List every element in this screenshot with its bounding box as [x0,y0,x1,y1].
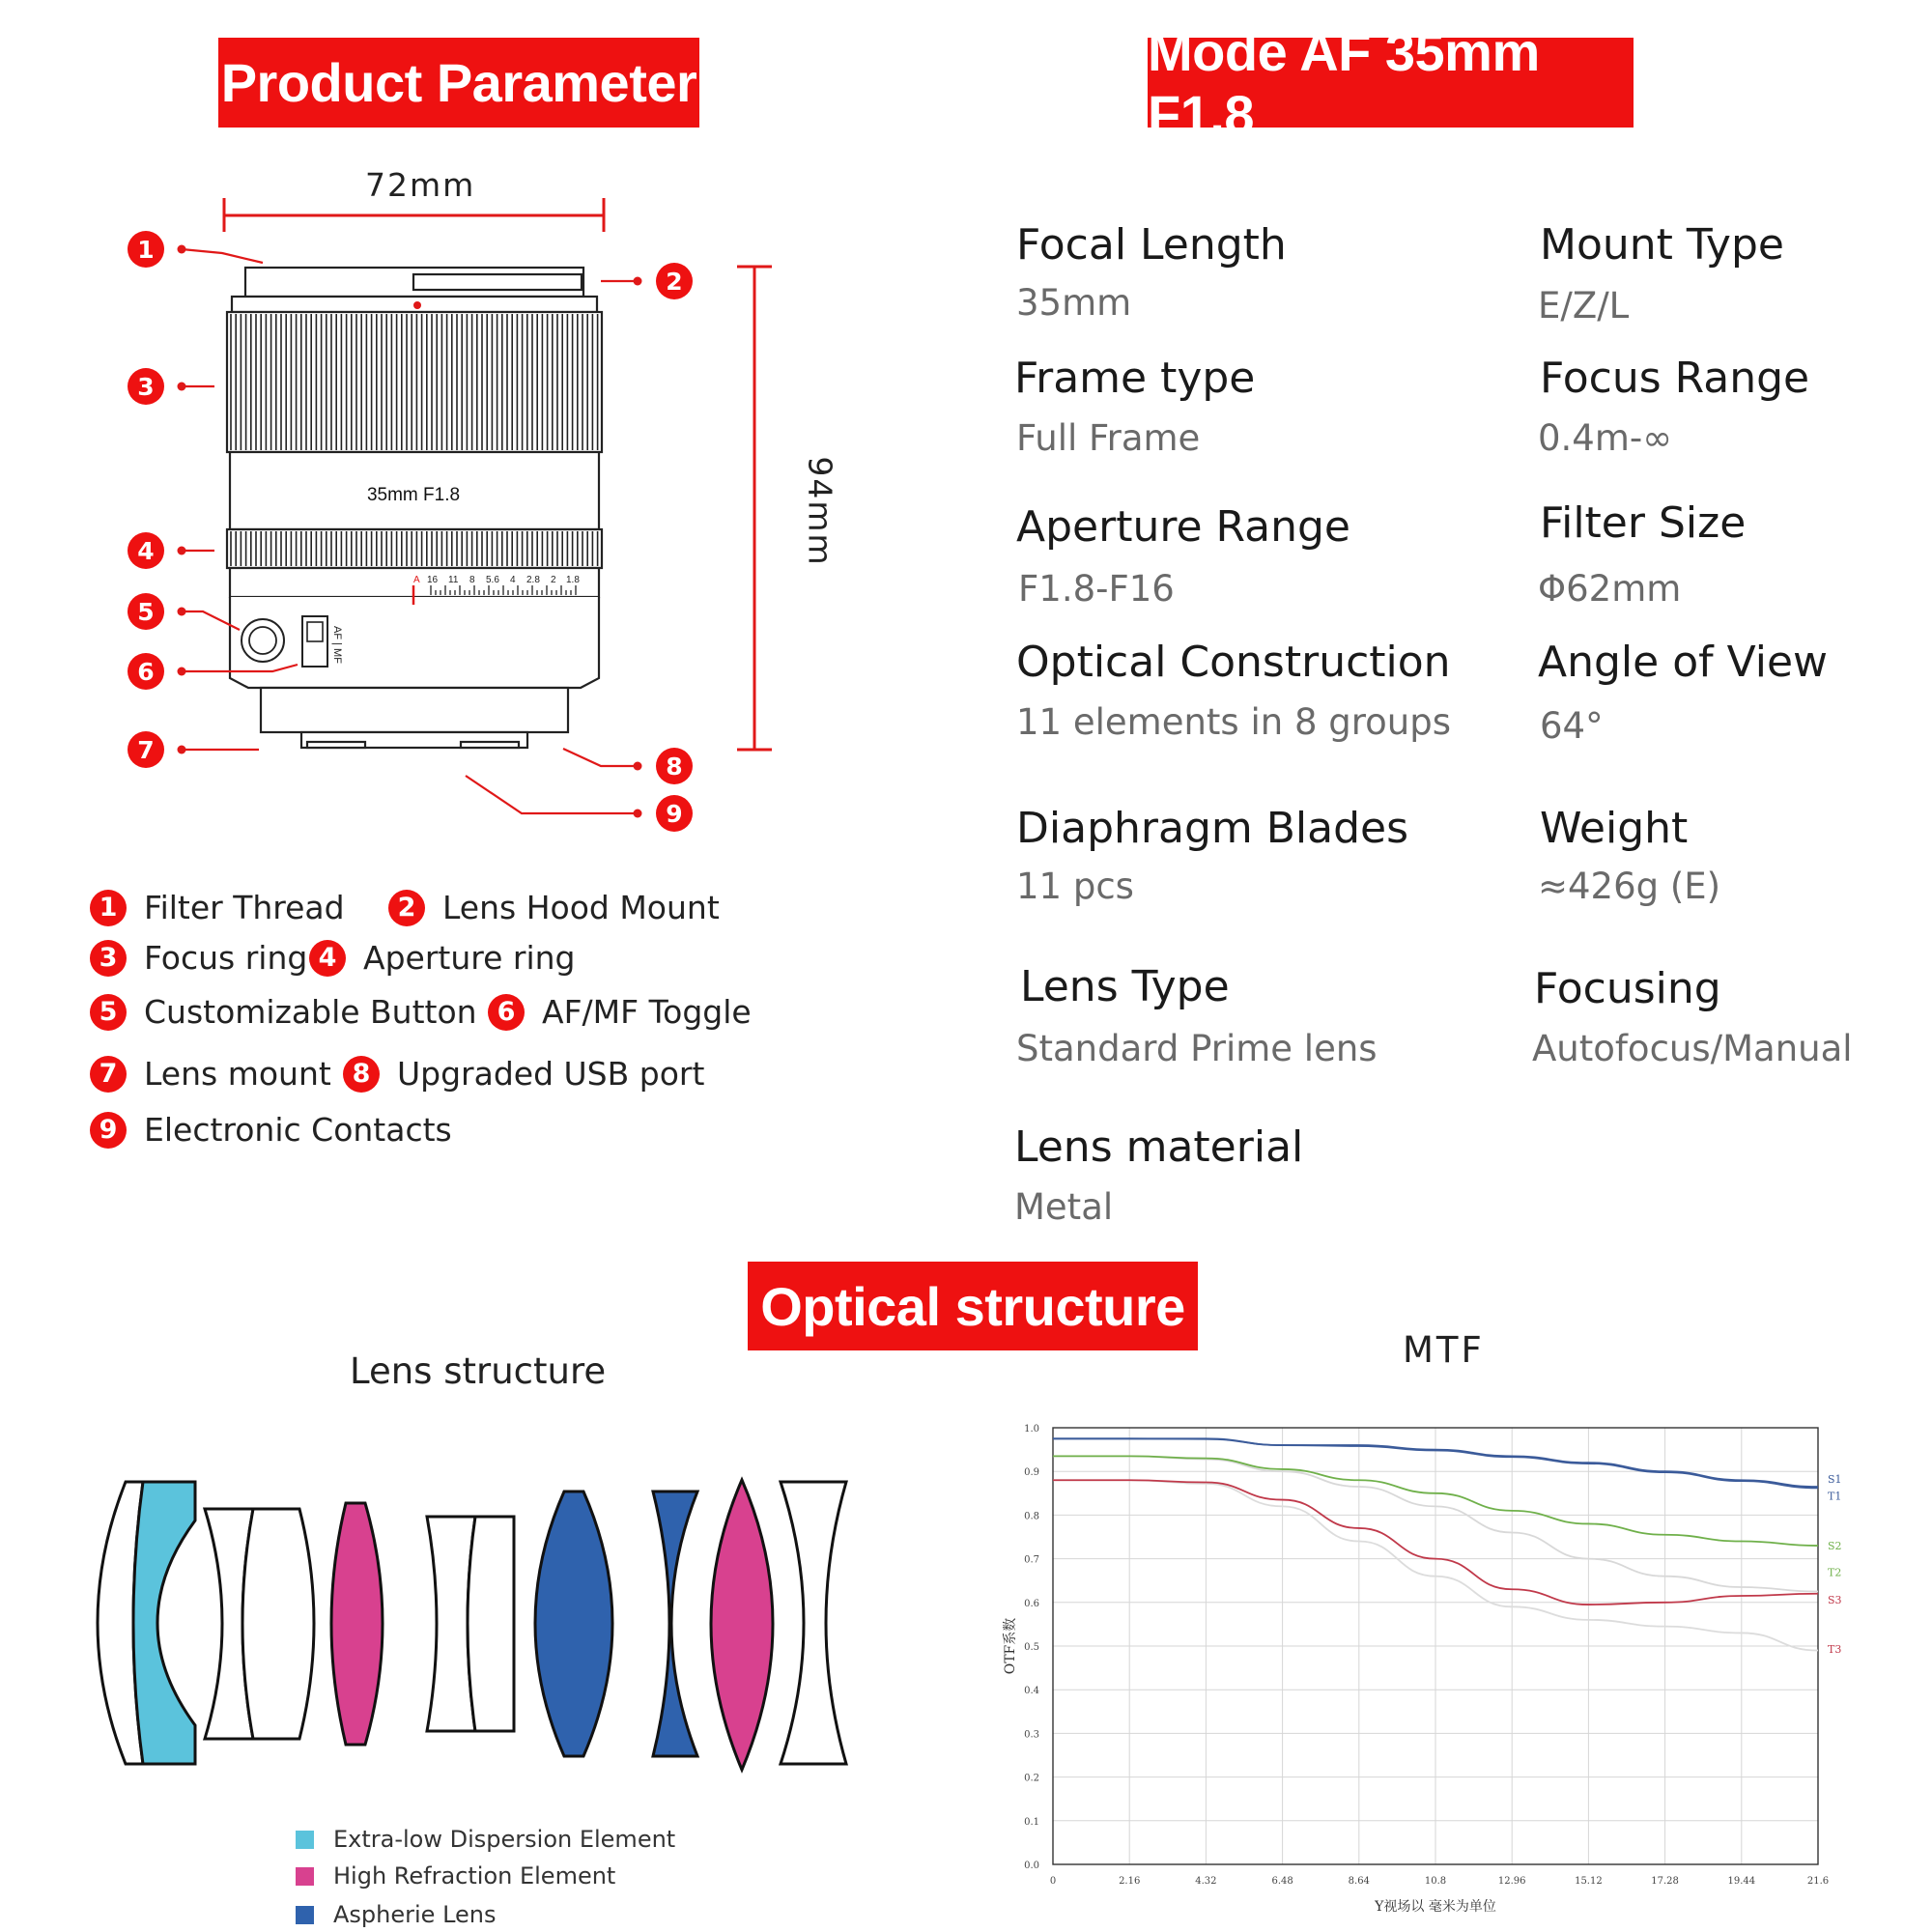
spec-angle-of-view-title: Angle of View [1538,638,1829,687]
part-number-badge: 2 [388,890,425,926]
spec-aperture-range-title: Aperture Range [1016,502,1350,552]
spec-optical-construction-value: 11 elements in 8 groups [1016,701,1451,743]
x-tick-label: 6.48 [1271,1876,1293,1887]
lens-key-item [296,1826,675,1853]
part-legend-item [90,1111,452,1149]
lens-element-5-hr [331,1503,383,1745]
lens-element-10-hr [711,1480,773,1770]
legend-label-t2: T2 [1828,1566,1842,1579]
callout-number: 9 [666,800,683,828]
x-tick-label: 21.6 [1806,1876,1830,1887]
y-axis-label: OTF系数 [1003,1617,1018,1675]
scale-label: 1.8 [566,575,580,585]
spec-focal-length-value: 35mm [1016,282,1132,324]
spec-frame-type-title: Frame type [1014,354,1256,403]
lens-element-4 [242,1509,314,1739]
scale-label: 11 [448,575,459,585]
lens-key-item [296,1862,615,1889]
part-label: Filter Thread [144,889,345,926]
spec-weight-value: ≈426g (E) [1538,866,1721,907]
y-tick-label: 0.4 [1024,1686,1039,1697]
callout-6 [128,653,164,690]
mode-banner: Mode AF 35mm F1.8 [1148,38,1634,128]
x-tick-label: 17.28 [1651,1876,1679,1887]
x-axis-label: Y视场以 毫米为单位 [1375,1899,1496,1915]
customizable-button-inner [249,627,276,654]
spec-focus-range-title: Focus Range [1540,354,1810,403]
spec-focus-range-value: 0.4m-∞ [1538,417,1673,459]
spec-lens-material-title: Lens material [1014,1122,1304,1172]
spec-focusing-value: Autofocus/Manual [1532,1028,1853,1069]
lens-element-8-asph [535,1492,612,1756]
part-label: Focus ring [144,939,308,977]
lens-key-item [296,1901,497,1928]
part-number-badge: 5 [90,994,127,1031]
spec-lens-material-value: Metal [1014,1186,1114,1228]
part-label: Lens Hood Mount [442,889,720,926]
callout-1 [128,231,164,268]
spec-angle-of-view-value: 64° [1540,705,1604,747]
callout-number: 6 [137,658,155,686]
part-number-badge: 3 [90,940,127,977]
x-tick-label: 0 [1049,1876,1057,1887]
x-tick-label: 15.12 [1575,1876,1603,1887]
callout-number: 7 [137,736,155,764]
mtf-chart [995,1410,1903,1932]
y-tick-label: 0.8 [1024,1511,1039,1522]
spec-focusing-title: Focusing [1534,964,1721,1013]
part-legend-item [90,939,307,977]
part-legend-item [343,1055,704,1093]
lens-element-11 [781,1482,846,1764]
y-tick-label: 0.6 [1024,1598,1039,1609]
part-legend-item [90,889,345,926]
lens-body [227,268,602,748]
height-label: 94mm [801,456,839,567]
part-number-badge: 9 [90,1112,127,1149]
callout-number: 4 [137,537,155,565]
part-number-badge: 1 [90,890,127,926]
spec-diaphragm-blades-value: 11 pcs [1016,866,1134,907]
legend-label-t3: T3 [1828,1642,1842,1656]
asph-swatch [296,1906,314,1924]
y-tick-label: 1.0 [1024,1424,1039,1435]
callout-5 [128,593,164,630]
callout-4 [128,532,164,569]
part-legend-item [309,939,575,977]
x-tick-label: 19.44 [1727,1876,1756,1887]
lens-element-7 [468,1517,514,1731]
y-tick-label: 0.3 [1024,1729,1039,1741]
spec-mount-type-value: E/Z/L [1538,285,1630,327]
mtf-title: MTF [1403,1329,1485,1371]
lens-element-9-asph [653,1492,697,1756]
x-tick-label: 4.32 [1195,1876,1217,1887]
x-tick-label: 8.64 [1348,1876,1370,1887]
legend-label-s1: S1 [1828,1473,1842,1487]
scale-label: 5.6 [486,575,499,585]
part-legend-item [90,1055,331,1093]
index-dot [413,301,421,309]
callout-3 [128,368,164,405]
lens-element-2-ed [133,1482,195,1764]
af-mf-switch-slider [307,622,323,641]
callout-number: 3 [137,373,155,401]
part-number-badge: 7 [90,1056,127,1093]
spec-aperture-range-value: F1.8-F16 [1018,568,1175,610]
lens-structure-title: Lens structure [350,1350,607,1392]
scale-label: 16 [427,575,439,585]
spec-focal-length-title: Focal Length [1016,220,1287,270]
part-label: Lens mount [144,1055,331,1093]
part-legend-item [90,993,477,1031]
ed-swatch [296,1831,314,1849]
legend-label-t1: T1 [1828,1490,1842,1503]
spec-filter-size-title: Filter Size [1540,498,1747,548]
af-mf-switch-label: AF | MF [331,626,343,664]
spec-weight-title: Weight [1540,804,1689,853]
callout-8 [656,748,693,784]
legend-label-s3: S3 [1828,1594,1842,1607]
part-label: Electronic Contacts [144,1111,452,1149]
y-tick-label: 0.1 [1024,1816,1039,1828]
x-tick-label: 2.16 [1119,1876,1141,1887]
scale-label: 4 [510,575,516,585]
part-label: Aperture ring [363,939,576,977]
scale-label: 2 [551,575,556,585]
y-tick-label: 0.0 [1024,1861,1039,1871]
y-tick-label: 0.2 [1024,1773,1039,1784]
part-label: Customizable Button [144,993,477,1031]
lens-key-label: High Refraction Element [333,1862,616,1889]
y-tick-label: 0.5 [1024,1642,1039,1653]
width-label: 72mm [365,166,476,204]
spec-filter-size-value: Φ62mm [1538,568,1682,610]
spec-optical-construction-title: Optical Construction [1016,638,1451,687]
part-number-badge: 4 [309,940,346,977]
callout-9 [656,795,693,832]
spec-lens-type-title: Lens Type [1020,962,1230,1011]
callout-number: 8 [666,753,683,781]
part-legend-item [488,993,752,1031]
part-label: AF/MF Toggle [542,993,752,1031]
part-legend-item [388,889,720,926]
spec-frame-type-value: Full Frame [1016,417,1201,459]
lens-diagram [0,0,869,850]
part-label: Upgraded USB port [397,1055,705,1093]
callout-number: 1 [137,236,155,264]
spec-lens-type-value: Standard Prime lens [1016,1028,1378,1069]
lens-structure-diagram [77,1459,860,1777]
spec-diaphragm-blades-title: Diaphragm Blades [1016,804,1409,853]
height-dimension [737,267,772,750]
lens-key-label: Extra-low Dispersion Element [333,1826,676,1853]
lens-marking: 35mm F1.8 [366,485,461,505]
lens-key-label: Aspherie Lens [333,1901,497,1928]
optical-structure-banner: Optical structure [748,1262,1198,1350]
callout-2 [656,263,693,299]
hr-swatch [296,1867,314,1886]
scale-label: 8 [469,575,475,585]
y-tick-label: 0.9 [1024,1467,1039,1479]
part-number-badge: 8 [343,1056,380,1093]
scale-label: A [413,575,420,585]
x-tick-label: 10.8 [1424,1876,1447,1887]
spec-mount-type-title: Mount Type [1540,220,1784,270]
part-number-badge: 6 [488,994,525,1031]
product-parameter-banner: Product Parameter [218,38,699,128]
callout-number: 5 [137,598,155,626]
callout-number: 2 [666,268,683,296]
x-tick-label: 12.96 [1497,1876,1526,1887]
callout-7 [128,731,164,768]
scale-label: 2.8 [526,575,540,585]
legend-label-s2: S2 [1828,1540,1842,1553]
y-tick-label: 0.7 [1024,1554,1039,1566]
